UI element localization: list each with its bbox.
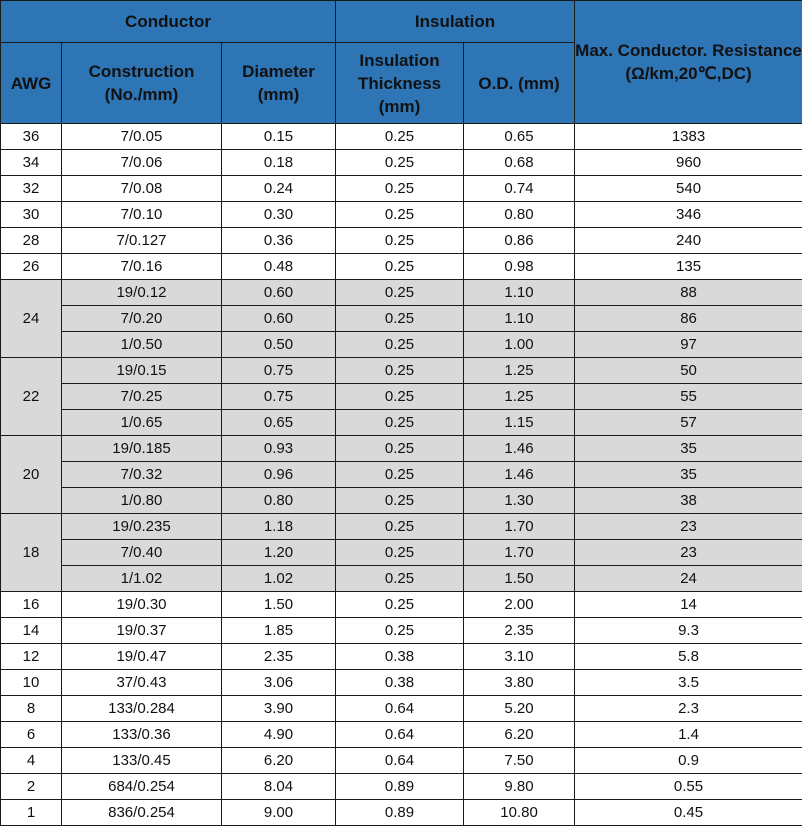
construction-cell: 7/0.10 (62, 202, 222, 228)
diameter-cell: 0.75 (222, 384, 336, 410)
construction-cell: 133/0.284 (62, 696, 222, 722)
thickness-cell: 0.25 (336, 150, 464, 176)
thickness-cell: 0.25 (336, 384, 464, 410)
od-cell: 1.50 (464, 566, 575, 592)
od-cell: 0.65 (464, 124, 575, 150)
construction-cell: 19/0.12 (62, 280, 222, 306)
thickness-cell: 0.64 (336, 696, 464, 722)
construction-cell: 133/0.45 (62, 748, 222, 774)
resistance-cell: 35 (575, 436, 802, 462)
thickness-cell: 0.25 (336, 592, 464, 618)
table-row (1, 670, 802, 696)
awg-cell: 30 (1, 202, 62, 228)
resistance-cell: 23 (575, 540, 802, 566)
awg-cell: 16 (1, 592, 62, 618)
table-row (1, 280, 802, 306)
table-row (1, 514, 802, 540)
thickness-cell: 0.25 (336, 280, 464, 306)
resistance-cell: 38 (575, 488, 802, 514)
thickness-column-header: Insulation Thickness (mm) (336, 43, 464, 124)
diameter-cell: 0.18 (222, 150, 336, 176)
resistance-cell: 24 (575, 566, 802, 592)
table-header (1, 1, 802, 124)
thickness-cell: 0.89 (336, 800, 464, 826)
construction-cell: 836/0.254 (62, 800, 222, 826)
resistance-cell: 9.3 (575, 618, 802, 644)
diameter-cell: 0.48 (222, 254, 336, 280)
diameter-cell: 0.80 (222, 488, 336, 514)
thickness-cell: 0.25 (336, 202, 464, 228)
table-row (1, 800, 802, 826)
thickness-cell: 0.25 (336, 358, 464, 384)
awg-cell: 12 (1, 644, 62, 670)
thickness-cell: 0.25 (336, 618, 464, 644)
od-cell: 1.10 (464, 280, 575, 306)
od-cell: 1.10 (464, 306, 575, 332)
table-row (1, 358, 802, 384)
od-cell: 1.46 (464, 436, 575, 462)
construction-cell: 7/0.32 (62, 462, 222, 488)
table-row (1, 644, 802, 670)
construction-cell: 7/0.40 (62, 540, 222, 566)
table-row (1, 618, 802, 644)
table-row (1, 254, 802, 280)
resistance-cell: 97 (575, 332, 802, 358)
awg-cell: 20 (1, 436, 62, 514)
awg-cell: 22 (1, 358, 62, 436)
diameter-cell: 8.04 (222, 774, 336, 800)
thickness-cell: 0.25 (336, 410, 464, 436)
construction-cell: 37/0.43 (62, 670, 222, 696)
table-row (1, 722, 802, 748)
thickness-cell: 0.25 (336, 436, 464, 462)
diameter-cell: 0.96 (222, 462, 336, 488)
od-cell: 0.80 (464, 202, 575, 228)
resistance-cell: 5.8 (575, 644, 802, 670)
thickness-cell: 0.25 (336, 176, 464, 202)
od-cell: 3.80 (464, 670, 575, 696)
diameter-cell: 0.24 (222, 176, 336, 202)
thickness-cell: 0.25 (336, 332, 464, 358)
resistance-cell: 0.55 (575, 774, 802, 800)
od-cell: 1.46 (464, 462, 575, 488)
diameter-cell: 0.75 (222, 358, 336, 384)
awg-cell: 10 (1, 670, 62, 696)
awg-cell: 6 (1, 722, 62, 748)
diameter-cell: 3.90 (222, 696, 336, 722)
od-cell: 2.00 (464, 592, 575, 618)
od-cell: 2.35 (464, 618, 575, 644)
resistance-cell: 88 (575, 280, 802, 306)
resistance-column-header: Max. Conductor. Resistance (Ω/km,20℃,DC) (575, 1, 802, 124)
construction-cell: 7/0.08 (62, 176, 222, 202)
thickness-cell: 0.25 (336, 306, 464, 332)
table-row (1, 566, 802, 592)
diameter-cell: 0.36 (222, 228, 336, 254)
thickness-cell: 0.38 (336, 670, 464, 696)
diameter-cell: 0.65 (222, 410, 336, 436)
table-body (1, 124, 802, 826)
diameter-cell: 0.50 (222, 332, 336, 358)
resistance-cell: 240 (575, 228, 802, 254)
construction-cell: 133/0.36 (62, 722, 222, 748)
diameter-cell: 1.50 (222, 592, 336, 618)
od-cell: 1.30 (464, 488, 575, 514)
resistance-cell: 57 (575, 410, 802, 436)
diameter-cell: 0.60 (222, 280, 336, 306)
od-cell: 1.70 (464, 540, 575, 566)
awg-cell: 26 (1, 254, 62, 280)
diameter-cell: 1.20 (222, 540, 336, 566)
awg-cell: 1 (1, 800, 62, 826)
diameter-cell: 1.18 (222, 514, 336, 540)
table-row (1, 540, 802, 566)
resistance-cell: 135 (575, 254, 802, 280)
table-row (1, 488, 802, 514)
resistance-cell: 50 (575, 358, 802, 384)
table-row (1, 228, 802, 254)
diameter-cell: 0.60 (222, 306, 336, 332)
conductor-group-header: Conductor (1, 1, 336, 43)
resistance-cell: 55 (575, 384, 802, 410)
construction-cell: 19/0.30 (62, 592, 222, 618)
table-row (1, 150, 802, 176)
od-cell: 0.86 (464, 228, 575, 254)
table-row (1, 696, 802, 722)
od-cell: 9.80 (464, 774, 575, 800)
construction-cell: 7/0.127 (62, 228, 222, 254)
resistance-cell: 35 (575, 462, 802, 488)
thickness-cell: 0.89 (336, 774, 464, 800)
resistance-cell: 540 (575, 176, 802, 202)
thickness-cell: 0.25 (336, 514, 464, 540)
construction-cell: 7/0.05 (62, 124, 222, 150)
diameter-cell: 0.93 (222, 436, 336, 462)
thickness-cell: 0.38 (336, 644, 464, 670)
insulation-group-header: Insulation (336, 1, 575, 43)
diameter-cell: 9.00 (222, 800, 336, 826)
construction-column-header: Construction (No./mm) (62, 43, 222, 124)
od-column-header: O.D. (mm) (464, 43, 575, 124)
resistance-cell: 3.5 (575, 670, 802, 696)
diameter-cell: 2.35 (222, 644, 336, 670)
awg-cell: 4 (1, 748, 62, 774)
awg-cell: 28 (1, 228, 62, 254)
diameter-cell: 1.85 (222, 618, 336, 644)
od-cell: 1.70 (464, 514, 575, 540)
construction-cell: 1/0.80 (62, 488, 222, 514)
thickness-cell: 0.25 (336, 566, 464, 592)
thickness-cell: 0.64 (336, 722, 464, 748)
thickness-cell: 0.64 (336, 748, 464, 774)
awg-cell: 18 (1, 514, 62, 592)
table-row (1, 592, 802, 618)
table-row (1, 202, 802, 228)
od-cell: 1.25 (464, 384, 575, 410)
diameter-cell: 0.15 (222, 124, 336, 150)
od-cell: 6.20 (464, 722, 575, 748)
awg-cell: 24 (1, 280, 62, 358)
construction-cell: 19/0.47 (62, 644, 222, 670)
awg-cell: 8 (1, 696, 62, 722)
table-row (1, 332, 802, 358)
od-cell: 1.25 (464, 358, 575, 384)
od-cell: 1.15 (464, 410, 575, 436)
table-row (1, 384, 802, 410)
od-cell: 5.20 (464, 696, 575, 722)
awg-cell: 34 (1, 150, 62, 176)
construction-cell: 1/0.65 (62, 410, 222, 436)
thickness-cell: 0.25 (336, 228, 464, 254)
awg-column-header: AWG (1, 43, 62, 124)
table-row (1, 774, 802, 800)
od-cell: 1.00 (464, 332, 575, 358)
construction-cell: 7/0.25 (62, 384, 222, 410)
table-row (1, 748, 802, 774)
od-cell: 0.98 (464, 254, 575, 280)
awg-cell: 2 (1, 774, 62, 800)
construction-cell: 1/1.02 (62, 566, 222, 592)
table-row (1, 306, 802, 332)
resistance-cell: 23 (575, 514, 802, 540)
resistance-cell: 0.45 (575, 800, 802, 826)
table-row (1, 124, 802, 150)
od-cell: 10.80 (464, 800, 575, 826)
construction-cell: 19/0.185 (62, 436, 222, 462)
resistance-cell: 960 (575, 150, 802, 176)
od-cell: 0.68 (464, 150, 575, 176)
resistance-cell: 1.4 (575, 722, 802, 748)
resistance-cell: 86 (575, 306, 802, 332)
awg-cell: 32 (1, 176, 62, 202)
construction-cell: 7/0.20 (62, 306, 222, 332)
table-row (1, 176, 802, 202)
thickness-cell: 0.25 (336, 488, 464, 514)
diameter-cell: 0.30 (222, 202, 336, 228)
resistance-cell: 14 (575, 592, 802, 618)
construction-cell: 684/0.254 (62, 774, 222, 800)
diameter-cell: 4.90 (222, 722, 336, 748)
construction-cell: 19/0.15 (62, 358, 222, 384)
resistance-cell: 0.9 (575, 748, 802, 774)
resistance-cell: 346 (575, 202, 802, 228)
construction-cell: 7/0.16 (62, 254, 222, 280)
diameter-cell: 6.20 (222, 748, 336, 774)
od-cell: 0.74 (464, 176, 575, 202)
od-cell: 3.10 (464, 644, 575, 670)
awg-cell: 14 (1, 618, 62, 644)
construction-cell: 19/0.37 (62, 618, 222, 644)
construction-cell: 1/0.50 (62, 332, 222, 358)
resistance-cell: 2.3 (575, 696, 802, 722)
thickness-cell: 0.25 (336, 124, 464, 150)
awg-cell: 36 (1, 124, 62, 150)
thickness-cell: 0.25 (336, 540, 464, 566)
table-row (1, 462, 802, 488)
table-row (1, 410, 802, 436)
diameter-cell: 1.02 (222, 566, 336, 592)
thickness-cell: 0.25 (336, 462, 464, 488)
diameter-cell: 3.06 (222, 670, 336, 696)
construction-cell: 7/0.06 (62, 150, 222, 176)
od-cell: 7.50 (464, 748, 575, 774)
resistance-cell: 1383 (575, 124, 802, 150)
table-row (1, 436, 802, 462)
diameter-column-header: Diameter (mm) (222, 43, 336, 124)
thickness-cell: 0.25 (336, 254, 464, 280)
construction-cell: 19/0.235 (62, 514, 222, 540)
